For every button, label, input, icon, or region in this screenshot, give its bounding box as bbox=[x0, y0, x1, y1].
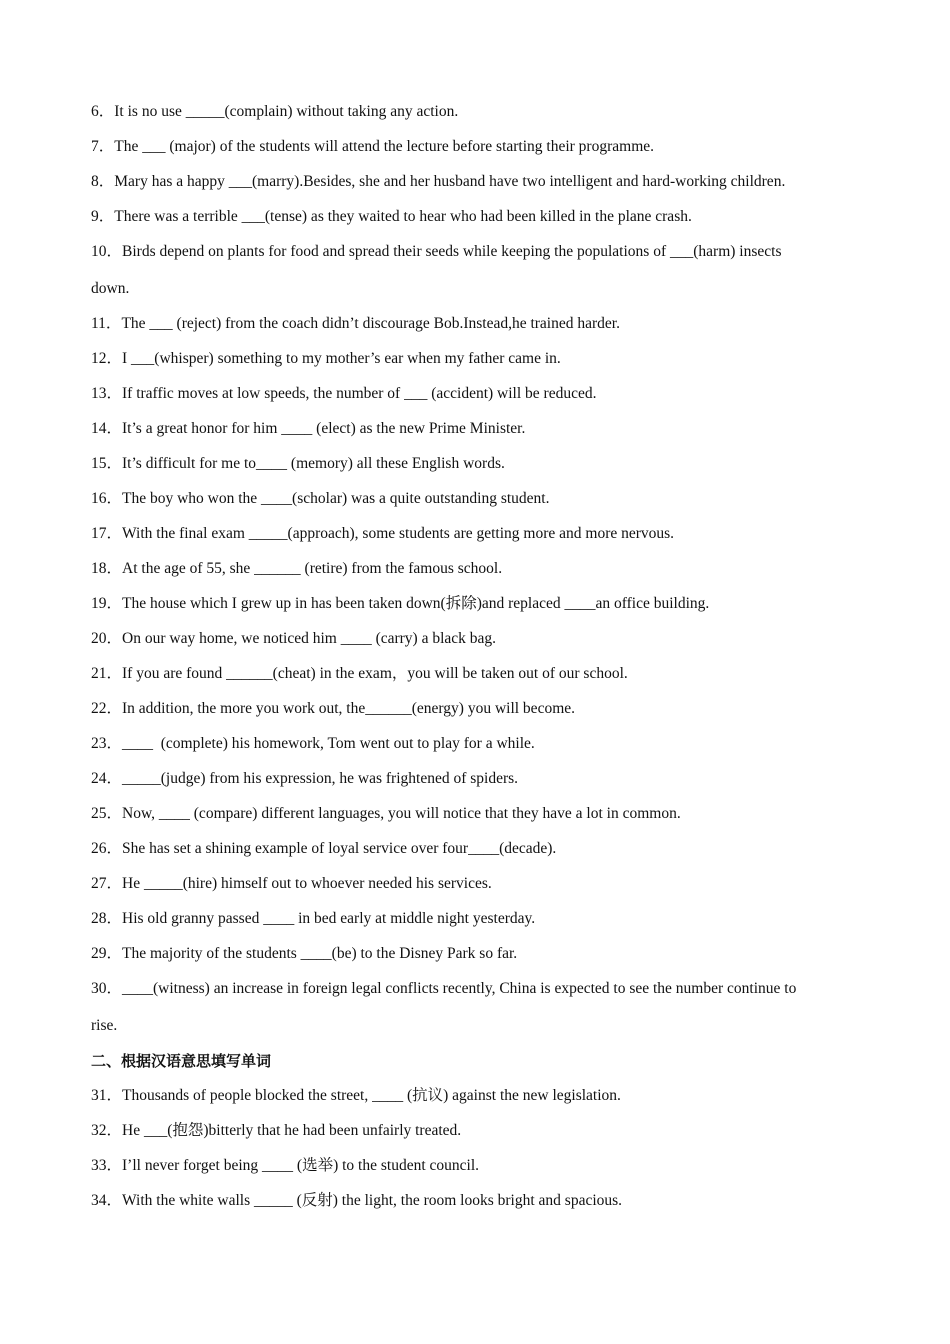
question-text: With the white walls _____ (反射) the light, the room looks bright and spacious. bbox=[122, 1192, 623, 1209]
question-10 bbox=[91, 241, 861, 278]
question-34 bbox=[91, 1190, 861, 1225]
question-text-continued: rise. bbox=[91, 1017, 118, 1034]
question-29 bbox=[91, 943, 861, 978]
question-31 bbox=[91, 1085, 861, 1120]
question-text: At the age of 55, she ______ (retire) from the famous school. bbox=[122, 560, 503, 577]
question-text: There was a terrible ___(tense) as they waited to hear who had been killed in the plane crash. bbox=[114, 208, 692, 225]
question-number: 10． bbox=[91, 243, 123, 260]
question-number: 19． bbox=[91, 595, 123, 612]
question-text: With the final exam _____(approach), some students are getting more and more nervous. bbox=[122, 525, 675, 542]
question-30 bbox=[91, 978, 861, 1015]
question-text: ____(witness) an increase in foreign legal conflicts recently, China is expected to see the number continue to bbox=[122, 980, 797, 997]
question-26 bbox=[91, 838, 861, 873]
question-text: On our way home, we noticed him ____ (carry) a black bag. bbox=[122, 630, 497, 647]
question-number: 27． bbox=[91, 875, 123, 892]
question-number: 9． bbox=[91, 208, 115, 225]
question-number: 14． bbox=[91, 420, 123, 437]
question-number: 34． bbox=[91, 1192, 123, 1209]
question-text: It is no use _____(complain) without taking any action. bbox=[114, 103, 459, 120]
question-number: 6． bbox=[91, 103, 115, 120]
question-8 bbox=[91, 171, 861, 206]
question-text: If traffic moves at low speeds, the number of ___ (accident) will be reduced. bbox=[122, 385, 597, 402]
question-text: If you are found ______(cheat) in the exam，you will be taken out of our school. bbox=[122, 665, 628, 682]
question-33 bbox=[91, 1155, 861, 1190]
question-32 bbox=[91, 1120, 861, 1155]
question-6 bbox=[91, 101, 861, 136]
question-number: 30． bbox=[91, 980, 123, 997]
question-text: It’s difficult for me to____ (memory) all these English words. bbox=[122, 455, 505, 472]
question-text: The boy who won the ____(scholar) was a quite outstanding student. bbox=[122, 490, 550, 507]
question-18 bbox=[91, 558, 861, 593]
question-text: I ___(whisper) something to my mother’s ear when my father came in. bbox=[122, 350, 561, 367]
question-number: 32． bbox=[91, 1122, 123, 1139]
question-12 bbox=[91, 348, 861, 383]
question-text-continued: down. bbox=[91, 280, 130, 297]
question-text: Now, ____ (compare) different languages, you will notice that they have a lot in common. bbox=[122, 805, 681, 822]
question-text: The ___ (major) of the students will attend the lecture before starting their programme. bbox=[114, 138, 655, 155]
question-10-continued bbox=[91, 278, 861, 313]
question-13 bbox=[91, 383, 861, 418]
question-number: 28． bbox=[91, 910, 123, 927]
question-17 bbox=[91, 523, 861, 558]
question-15 bbox=[91, 453, 861, 488]
question-number: 31． bbox=[91, 1087, 123, 1104]
question-text: The majority of the students ____(be) to the Disney Park so far. bbox=[122, 945, 518, 962]
question-number: 23． bbox=[91, 735, 123, 752]
question-number: 18． bbox=[91, 560, 123, 577]
question-23 bbox=[91, 733, 861, 768]
question-number: 24． bbox=[91, 770, 123, 787]
section-heading: 二、根据汉语意思填写单词 bbox=[91, 1052, 272, 1070]
question-11 bbox=[91, 313, 861, 348]
question-number: 11． bbox=[91, 315, 122, 332]
question-20 bbox=[91, 628, 861, 663]
question-28 bbox=[91, 908, 861, 943]
question-21 bbox=[91, 663, 861, 698]
question-text: Birds depend on plants for food and spread their seeds while keeping the populations of ___(harm) insects bbox=[122, 243, 782, 260]
question-9 bbox=[91, 206, 861, 241]
question-number: 22． bbox=[91, 700, 123, 717]
question-number: 33． bbox=[91, 1157, 123, 1174]
question-number: 25． bbox=[91, 805, 123, 822]
question-text: ____ (complete) his homework, Tom went out to play for a while. bbox=[122, 735, 535, 752]
question-text: _____(judge) from his expression, he was frightened of spiders. bbox=[122, 770, 519, 787]
question-text: He ___(抱怨)bitterly that he had been unfairly treated. bbox=[122, 1122, 462, 1139]
question-text: I’ll never forget being ____ (选举) to the student council. bbox=[122, 1157, 480, 1174]
question-number: 15． bbox=[91, 455, 123, 472]
question-number: 16． bbox=[91, 490, 123, 507]
question-text: Thousands of people blocked the street, ____ (抗议) against the new legislation. bbox=[122, 1087, 621, 1104]
question-text: His old granny passed ____ in bed early at middle night yesterday. bbox=[122, 910, 536, 927]
question-30-continued bbox=[91, 1015, 861, 1050]
exercise-list bbox=[91, 101, 861, 1225]
question-19 bbox=[91, 593, 861, 628]
question-text: He _____(hire) himself out to whoever needed his services. bbox=[122, 875, 492, 892]
question-number: 7． bbox=[91, 138, 115, 155]
question-text: She has set a shining example of loyal service over four____(decade). bbox=[122, 840, 557, 857]
question-text: Mary has a happy ___(marry).Besides, she and her husband have two intelligent and hard-working children. bbox=[114, 173, 786, 190]
question-22 bbox=[91, 698, 861, 733]
question-24 bbox=[91, 768, 861, 803]
question-text: It’s a great honor for him ____ (elect) as the new Prime Minister. bbox=[122, 420, 526, 437]
question-text: The ___ (reject) from the coach didn’t discourage Bob.Instead,he trained harder. bbox=[121, 315, 620, 332]
question-number: 17． bbox=[91, 525, 123, 542]
question-number: 20． bbox=[91, 630, 123, 647]
question-25 bbox=[91, 803, 861, 838]
question-number: 12． bbox=[91, 350, 123, 367]
question-number: 29． bbox=[91, 945, 123, 962]
question-number: 21． bbox=[91, 665, 123, 682]
question-16 bbox=[91, 488, 861, 523]
question-number: 26． bbox=[91, 840, 123, 857]
question-14 bbox=[91, 418, 861, 453]
question-7 bbox=[91, 136, 861, 171]
question-27 bbox=[91, 873, 861, 908]
question-text: The house which I grew up in has been taken down(拆除)and replaced ____an office building. bbox=[122, 595, 710, 612]
question-number: 8． bbox=[91, 173, 115, 190]
question-text: In addition, the more you work out, the______(energy) you will become. bbox=[122, 700, 576, 717]
question-number: 13． bbox=[91, 385, 123, 402]
